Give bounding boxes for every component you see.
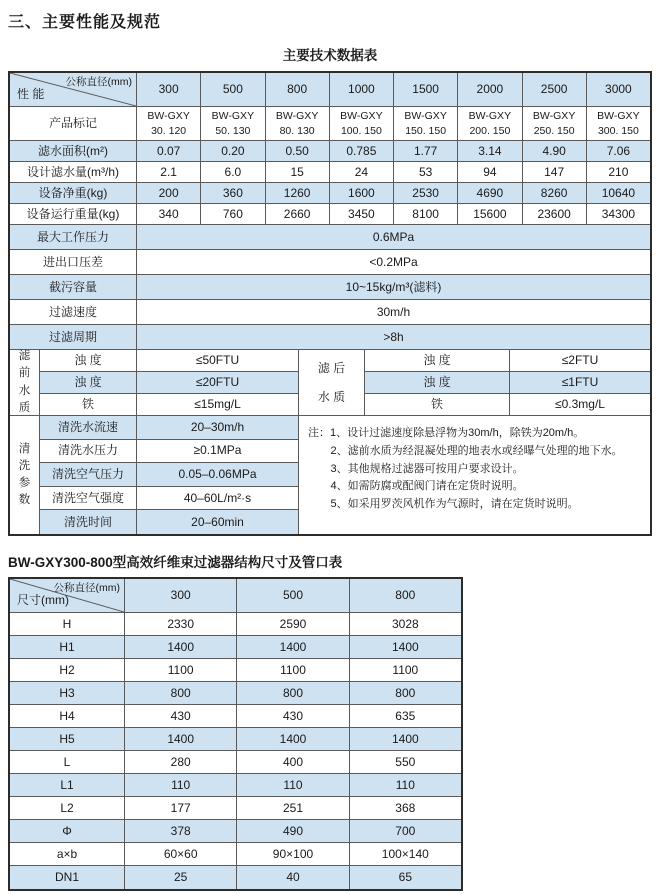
corner-label-bottom: 性 能	[17, 87, 45, 101]
table-cell: 110	[350, 774, 461, 797]
table-cell: 430	[125, 705, 237, 728]
row-label: H4	[10, 705, 125, 728]
row-label: a×b	[10, 843, 125, 866]
column-header: 500	[201, 73, 265, 107]
column-header: 2000	[458, 73, 522, 107]
row-label: L	[10, 751, 125, 774]
before-filter-rows	[40, 350, 299, 416]
table-cell: ≤0.3mg/L	[510, 394, 650, 416]
row-label: 进出口压差	[10, 250, 137, 275]
row-label: 设备净重(kg)	[10, 183, 137, 204]
table1-header-row	[10, 73, 650, 107]
product-code: BW-GXY 80. 130	[266, 107, 330, 141]
table-row	[10, 751, 461, 774]
table-cell: 1400	[237, 728, 349, 751]
column-header: 800	[266, 73, 330, 107]
table-row	[40, 440, 299, 464]
table-row	[10, 141, 650, 162]
table-cell: 0.6MPa	[137, 225, 650, 250]
row-label: 浊 度	[365, 350, 510, 372]
table-cell: 340	[137, 204, 201, 225]
row-label: 产品标记	[10, 107, 137, 141]
note-line: 4、如需防腐或配阀门请在定货时说明。	[330, 480, 524, 493]
row-label: Φ	[10, 820, 125, 843]
table-cell: 800	[237, 682, 349, 705]
table-cell: 251	[237, 797, 349, 820]
table-cell: 177	[125, 797, 237, 820]
table-cell: 8260	[523, 183, 587, 204]
table-row	[365, 350, 650, 372]
table-cell: 8100	[394, 204, 458, 225]
table-cell: 2330	[125, 613, 237, 636]
table-row	[10, 728, 461, 751]
row-label: L1	[10, 774, 125, 797]
table-cell: 280	[125, 751, 237, 774]
product-code: BW-GXY 50. 130	[201, 107, 265, 141]
table-row	[10, 705, 461, 728]
row-label: 截污容量	[10, 275, 137, 300]
table-cell: 200	[137, 183, 201, 204]
table-row	[40, 350, 299, 372]
table-row	[10, 225, 650, 250]
note-line: 2、滤前水质为经混凝处理的地表水或经曝气处理的地下水。	[330, 444, 623, 457]
product-code: BW-GXY 100. 150	[330, 107, 394, 141]
table-cell: 368	[350, 797, 461, 820]
page-heading: 三、主要性能及规范	[8, 14, 162, 31]
column-header: 500	[237, 579, 349, 613]
row-label: 清洗空气压力	[40, 463, 137, 487]
row-label: 滤水面积(m²)	[10, 141, 137, 162]
table-row	[10, 613, 461, 636]
table-cell: 60×60	[125, 843, 237, 866]
table-cell: 7.06	[587, 141, 650, 162]
column-header: 3000	[587, 73, 650, 107]
product-code: BW-GXY 250. 150	[523, 107, 587, 141]
table-row	[365, 372, 650, 394]
table-cell: 800	[125, 682, 237, 705]
row-label: 过滤周期	[10, 325, 137, 350]
corner-label-bottom: 尺寸(mm)	[17, 593, 69, 607]
table-row	[40, 463, 299, 487]
row-label: 铁	[40, 394, 137, 416]
table-cell: 1600	[330, 183, 394, 204]
note-line: 5、如采用罗茨风机作为气源时，请在定货时说明。	[330, 498, 579, 511]
row-label: 过滤速度	[10, 300, 137, 325]
table-cell: 430	[237, 705, 349, 728]
corner-cell	[10, 73, 137, 107]
row-label: 设计滤水量(m³/h)	[10, 162, 137, 183]
table1-title: 主要技术数据表	[282, 48, 378, 63]
table-cell: ≤2FTU	[510, 350, 650, 372]
table-row	[10, 275, 650, 300]
table-cell: 20–60min	[137, 510, 299, 534]
wash-rows	[40, 416, 299, 534]
table-row	[40, 394, 299, 416]
table-cell: 550	[350, 751, 461, 774]
table-cell: 4690	[458, 183, 522, 204]
vertical-label: 滤前水质	[18, 350, 31, 414]
row-label: 浊 度	[365, 372, 510, 394]
table-row	[10, 183, 650, 204]
row-label: 清洗空气强度	[40, 487, 137, 511]
dimension-table	[8, 577, 463, 891]
table-cell: 15600	[458, 204, 522, 225]
column-header: 1500	[394, 73, 458, 107]
product-code: BW-GXY 30. 120	[137, 107, 201, 141]
row-label: 清洗时间	[40, 510, 137, 534]
table-row	[10, 300, 650, 325]
table-row	[10, 866, 461, 889]
before-filter-label-cell	[10, 350, 40, 416]
table-cell: ≥0.1MPa	[137, 440, 299, 464]
product-code: BW-GXY 300. 150	[587, 107, 650, 141]
row-label: L2	[10, 797, 125, 820]
after-filter-label-line: 水 质	[317, 389, 346, 404]
table-row	[40, 487, 299, 511]
table-cell: 4.90	[523, 141, 587, 162]
table-cell: 53	[394, 162, 458, 183]
table-cell: 1400	[125, 636, 237, 659]
row-label: DN1	[10, 866, 125, 889]
row-label: 清洗水流速	[40, 416, 137, 440]
table-cell: ≤15mg/L	[137, 394, 299, 416]
table-cell: 40–60L/m²·s	[137, 487, 299, 511]
row-label: H2	[10, 659, 125, 682]
table-row	[40, 372, 299, 394]
table-cell: 3450	[330, 204, 394, 225]
table-cell: 0.20	[201, 141, 265, 162]
row-label: 铁	[365, 394, 510, 416]
column-header: 300	[137, 73, 201, 107]
table-cell: 210	[587, 162, 650, 183]
table-row	[10, 682, 461, 705]
table-cell: 0.07	[137, 141, 201, 162]
note-line: 3、其他规格过滤器可按用户要求设计。	[330, 462, 524, 475]
wash-label-cell	[10, 416, 40, 534]
table-row	[10, 204, 650, 225]
corner-label-top: 公称直径(mm)	[65, 76, 132, 88]
table-cell: 1400	[125, 728, 237, 751]
row-label: 清洗水压力	[40, 440, 137, 464]
table-cell: 1400	[350, 728, 461, 751]
table-cell: 700	[350, 820, 461, 843]
product-code: BW-GXY 150. 150	[394, 107, 458, 141]
table-cell: 2.1	[137, 162, 201, 183]
table-cell: 15	[266, 162, 330, 183]
table-cell: 400	[237, 751, 349, 774]
table-cell: 635	[350, 705, 461, 728]
table-cell: 6.0	[201, 162, 265, 183]
table-cell: ≤50FTU	[137, 350, 299, 372]
main-spec-table	[8, 71, 652, 536]
table-row	[10, 325, 650, 350]
corner-cell	[10, 579, 125, 613]
row-label: 最大工作压力	[10, 225, 137, 250]
table-cell: 0.785	[330, 141, 394, 162]
table-cell: 1400	[350, 636, 461, 659]
table-cell: >8h	[137, 325, 650, 350]
column-header: 1000	[330, 73, 394, 107]
table-cell: 10640	[587, 183, 650, 204]
row-label: 设备运行重量(kg)	[10, 204, 137, 225]
table-cell: 760	[201, 204, 265, 225]
table-cell: 65	[398, 870, 412, 884]
table-cell: 1.77	[394, 141, 458, 162]
table-cell: 100×140	[350, 843, 461, 866]
table-cell: 110	[237, 774, 349, 797]
corner-label-top: 公称直径(mm)	[53, 582, 120, 594]
table-cell: 1100	[125, 659, 237, 682]
table-row	[10, 843, 461, 866]
table-row	[10, 636, 461, 659]
row-label: 浊 度	[40, 350, 137, 372]
table-cell: 34300	[587, 204, 650, 225]
document-page	[0, 9, 660, 891]
row-label: H5	[10, 728, 125, 751]
table-cell: 25	[125, 866, 237, 889]
table-cell: 2660	[266, 204, 330, 225]
table-cell: 110	[125, 774, 237, 797]
table-cell: 2590	[237, 613, 349, 636]
column-header: 2500	[523, 73, 587, 107]
table2-header-row	[10, 579, 461, 613]
table-cell: 3028	[350, 613, 461, 636]
table-cell: 30m/h	[137, 300, 650, 325]
row-label: H	[10, 613, 125, 636]
table-cell: 40	[237, 866, 349, 889]
table-cell: 20–30m/h	[137, 416, 299, 440]
table-row	[10, 162, 650, 183]
table-cell: 94	[458, 162, 522, 183]
table-cell: 1100	[350, 659, 461, 682]
table-cell: 490	[237, 820, 349, 843]
table-cell: <0.2MPa	[137, 250, 650, 275]
table-cell: 378	[125, 820, 237, 843]
wash-parameters-band	[10, 416, 650, 534]
row-label: 浊 度	[40, 372, 137, 394]
table-cell: ≤20FTU	[137, 372, 299, 394]
table-cell: 147	[523, 162, 587, 183]
table-row	[10, 797, 461, 820]
notes-cell	[299, 416, 650, 534]
after-filter-label-cell	[299, 350, 365, 416]
table-row	[40, 416, 299, 440]
table-cell: 1100	[237, 659, 349, 682]
table2-title: BW-GXY300-800型高效纤维束过滤器结构尺寸及管口表	[8, 555, 343, 570]
row-label: H1	[10, 636, 125, 659]
product-row	[10, 107, 650, 141]
table-cell: 2530	[394, 183, 458, 204]
table-cell: 10~15kg/m³(滤料)	[137, 275, 650, 300]
table-row	[365, 394, 650, 416]
after-filter-rows	[365, 350, 650, 416]
after-filter-label-line: 滤 后	[317, 360, 346, 375]
table-cell: 1260	[266, 183, 330, 204]
vertical-label: 清洗参数	[18, 442, 31, 507]
table-cell: ≤1FTU	[510, 372, 650, 394]
product-code: BW-GXY 200. 150	[458, 107, 522, 141]
table-cell: 0.50	[266, 141, 330, 162]
table-cell: 800	[350, 682, 461, 705]
table-cell: 24	[330, 162, 394, 183]
table-cell: 90×100	[237, 843, 349, 866]
table-row	[40, 510, 299, 534]
table-cell: 360	[201, 183, 265, 204]
table-row	[10, 250, 650, 275]
note-line: 注：1、设计过滤速度除悬浮物为30m/h，除铁为20m/h。	[308, 427, 585, 439]
water-quality-band	[10, 350, 650, 416]
table-row	[10, 774, 461, 797]
column-header: 800	[350, 579, 461, 613]
column-header: 300	[125, 579, 237, 613]
table-cell: 23600	[523, 204, 587, 225]
table-row	[10, 820, 461, 843]
table-cell: 3.14	[458, 141, 522, 162]
table-row	[10, 659, 461, 682]
row-label: H3	[10, 682, 125, 705]
table-cell: 1400	[237, 636, 349, 659]
table-cell: 0.05–0.06MPa	[137, 463, 299, 487]
